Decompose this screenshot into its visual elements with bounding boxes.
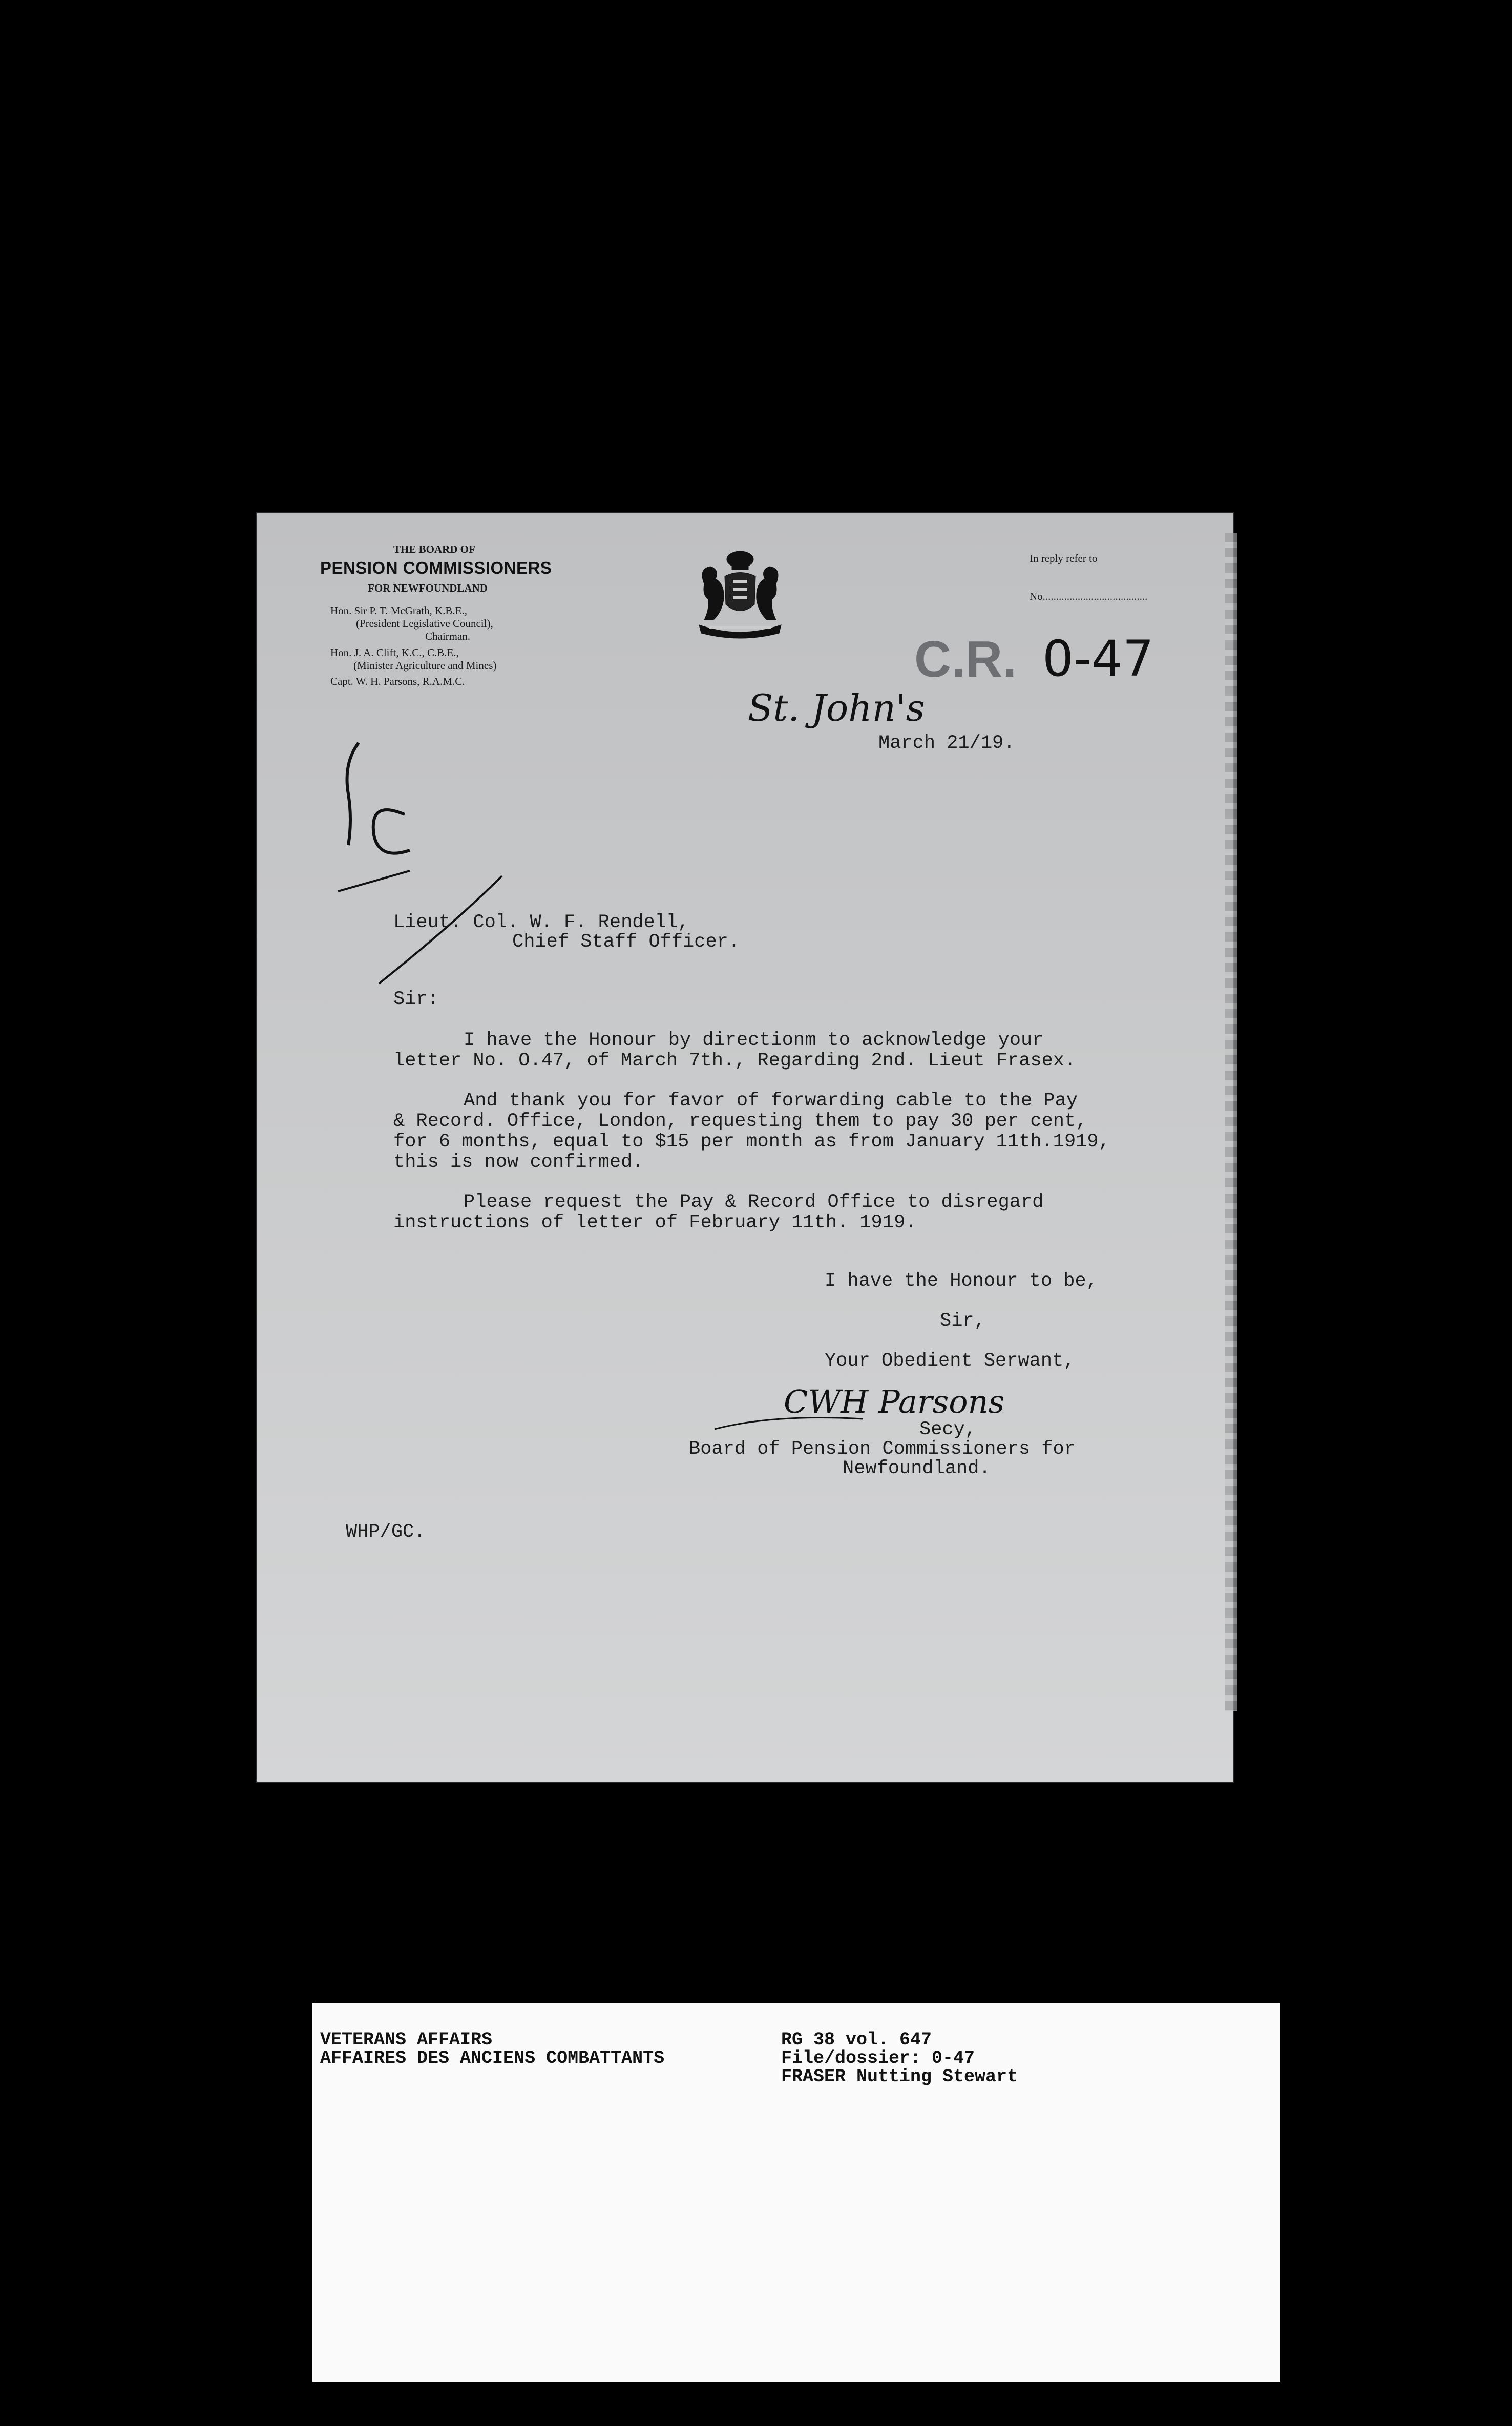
closing-line: Sir, <box>940 1310 985 1332</box>
closing-line: Your Obedient Serwant, <box>825 1350 1075 1372</box>
body-line: And thank you for favor of forwarding cable to the Pay <box>464 1090 1078 1112</box>
recipient-line-2: Chief Staff Officer. <box>512 931 740 953</box>
handwritten-place: St. John's <box>748 686 925 729</box>
closing-line: Newfoundland. <box>843 1458 991 1479</box>
closing-line: I have the Honour to be, <box>825 1270 1098 1292</box>
letterhead-member: Capt. W. H. Parsons, R.A.M.C. <box>330 675 465 687</box>
card-subject-name: FRASER Nutting Stewart <box>781 2066 1018 2087</box>
handwritten-margin-mark <box>389 804 392 810</box>
letterhead-member: Chairman. <box>425 630 471 642</box>
closing-line: Board of Pension Commissioners for <box>689 1438 1076 1460</box>
recipient-line-1: Lieut. Col. W. F. Rendell, <box>393 912 689 933</box>
letter-date: March 21/19. <box>878 733 1015 754</box>
reply-refer-label: In reply refer to <box>1030 552 1098 564</box>
body-line: instructions of letter of February 11th. 1919. <box>393 1212 917 1233</box>
body-line: for 6 months, equal to $15 per month as from January 11th.1919, <box>393 1131 1110 1153</box>
body-line: letter No. O.47, of March 7th., Regarding 2nd. Lieut Frasex. <box>393 1050 1076 1072</box>
typist-initials: WHP/GC. <box>346 1521 426 1543</box>
letter-page <box>256 512 1234 1783</box>
cr-stamp: C.R. <box>914 631 1017 688</box>
card-record-group: RG 38 vol. 647 <box>781 2030 932 2050</box>
handwritten-file-number: 0-47 <box>1042 630 1154 687</box>
letterhead-member: Hon. J. A. Clift, K.C., C.B.E., <box>330 646 459 659</box>
archive-reference-card <box>312 2003 1280 2382</box>
letterhead-for-newfoundland: FOR NEWFOUNDLAND <box>368 582 488 594</box>
letterhead-board-of: THE BOARD OF <box>393 543 475 555</box>
closing-line: Secy, <box>919 1419 977 1440</box>
body-line: I have the Honour by directionm to acknowledge your <box>464 1030 1044 1051</box>
card-file-number: File/dossier: 0-47 <box>781 2048 975 2068</box>
card-department-en: VETERANS AFFAIRS <box>320 2030 493 2050</box>
body-line: Please request the Pay & Record Office to disregard <box>464 1191 1044 1213</box>
salutation: Sir: <box>393 989 439 1010</box>
letterhead-title: PENSION COMMISSIONERS <box>320 558 552 577</box>
signature: CWH Parsons <box>784 1383 1005 1420</box>
crest-icon <box>689 548 791 640</box>
reply-number-field: No....................................... <box>1030 590 1148 602</box>
card-department-fr: AFFAIRES DES ANCIENS COMBATTANTS <box>320 2048 665 2068</box>
letterhead-member: (President Legislative Council), <box>356 617 493 630</box>
letterhead-member: Hon. Sir P. T. McGrath, K.B.E., <box>330 604 467 617</box>
letterhead-member: (Minister Agriculture and Mines) <box>353 659 497 672</box>
body-line: & Record. Office, London, requesting them to pay 30 per cent, <box>393 1111 1087 1132</box>
signature-flourish-icon <box>712 1404 866 1434</box>
body-line: this is now confirmed. <box>393 1152 644 1173</box>
